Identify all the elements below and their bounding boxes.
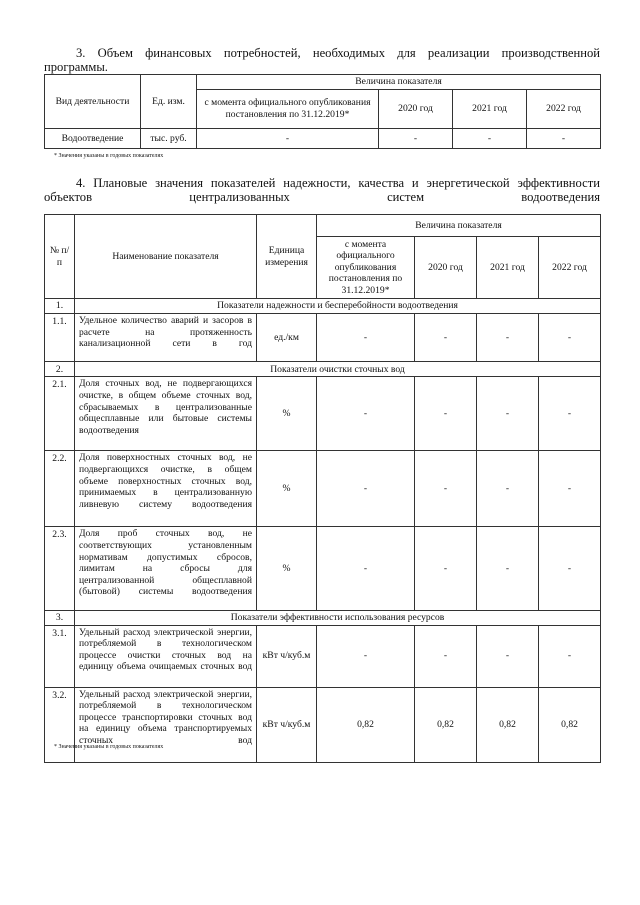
header-2022: 2022 год — [539, 237, 601, 299]
header-period1: с момента официального опубликования постановления по 31.12.2019* — [317, 237, 415, 299]
header-period1: с момента официального опубликования постановления по 31.12.2019* — [197, 90, 379, 129]
row-num: 3.1. — [45, 625, 75, 687]
header-2021: 2021 год — [477, 237, 539, 299]
header-unit: Единица измерения — [257, 215, 317, 299]
row-value: - — [539, 625, 601, 687]
group-num: 3. — [45, 610, 75, 625]
header-num: № п/п — [45, 215, 75, 299]
row-value: 0,82 — [415, 687, 477, 762]
row-value: - — [415, 527, 477, 610]
row-value: - — [539, 377, 601, 451]
row-name: Доля поверхностных сточных вод, не подвергающихся очистке, в общем объеме поверхностных сточных вод, принимаемых в централизованную ливневую систему водоотведения — [75, 451, 257, 527]
row-num: 2.1. — [45, 377, 75, 451]
cell-value: - — [453, 129, 527, 149]
row-num: 2.2. — [45, 451, 75, 527]
header-name: Наименование показателя — [75, 215, 257, 299]
row-value: - — [477, 451, 539, 527]
row-value: - — [477, 527, 539, 610]
row-value: - — [477, 377, 539, 451]
row-value: - — [317, 314, 415, 362]
row-unit: % — [257, 377, 317, 451]
section-4-footnote: * Значения указаны в годовых показателях — [54, 744, 164, 750]
row-value: - — [317, 451, 415, 527]
header-activity: Вид деятельности — [45, 75, 141, 129]
group-num: 2. — [45, 362, 75, 377]
group-title: Показатели надежности и бесперебойности водоотведения — [75, 299, 601, 314]
group-title: Показатели эффективности использования ресурсов — [75, 610, 601, 625]
section-3-footnote: * Значения указаны в годовых показателях — [54, 153, 164, 159]
group-row — [45, 362, 601, 377]
row-value: - — [539, 314, 601, 362]
row-value: 0,82 — [539, 687, 601, 762]
group-num: 1. — [45, 299, 75, 314]
header-2020: 2020 год — [379, 90, 453, 129]
header-2022: 2022 год — [527, 90, 601, 129]
row-name: Доля проб сточных вод, не соответствующих установленным нормативам допустимых сбросов, лимитам на сбросы для централизованной общесплавной (бытовой) системы водоотведения — [75, 527, 257, 610]
header-2021: 2021 год — [453, 90, 527, 129]
row-unit: % — [257, 527, 317, 610]
header-value-group: Величина показателя — [197, 75, 601, 90]
group-row — [45, 299, 601, 314]
header-value-group: Величина показателя — [317, 215, 601, 237]
row-value: - — [415, 625, 477, 687]
row-value: - — [539, 451, 601, 527]
row-unit: кВт ч/куб.м — [257, 687, 317, 762]
row-unit: ед./км — [257, 314, 317, 362]
row-name: Доля сточных вод, не подвергающихся очистке, в общем объеме сточных вод, сбрасываемых в централизованные общесплавные или бытовые системы водоотведения — [75, 377, 257, 451]
cell-value: - — [379, 129, 453, 149]
row-num: 2.3. — [45, 527, 75, 610]
row-value: - — [477, 314, 539, 362]
group-row — [45, 610, 601, 625]
row-num: 1.1. — [45, 314, 75, 362]
row-value: - — [317, 377, 415, 451]
header-unit: Ед. изм. — [141, 75, 197, 129]
cell-activity: Водоотведение — [45, 129, 141, 149]
row-name: Удельный расход электрической энергии, потребляемой в технологическом процессе транспортировки сточных вод на единицу объема транспортируемых сточных вод — [75, 687, 257, 762]
table-row — [45, 451, 601, 527]
table-row — [45, 377, 601, 451]
row-unit: % — [257, 451, 317, 527]
row-name: Удельное количество аварий и засоров в расчете на протяженность канализационной сети в год — [75, 314, 257, 362]
group-title: Показатели очистки сточных вод — [75, 362, 601, 377]
cell-unit: тыс. руб. — [141, 129, 197, 149]
section-4-heading: 4. Плановые значения показателей надежности, качества и энергетической эффективности объектов централизованных систем водоотведения — [44, 176, 600, 204]
table-row — [45, 527, 601, 610]
row-value: - — [415, 377, 477, 451]
row-num: 3.2. — [45, 687, 75, 762]
row-value: 0,82 — [317, 687, 415, 762]
row-name: Удельный расход электрической энергии, потребляемой в технологическом процессе очистки сточных вод на единицу объема очищаемых сточных вод — [75, 625, 257, 687]
table-row — [45, 625, 601, 687]
row-value: - — [317, 625, 415, 687]
row-value: 0,82 — [477, 687, 539, 762]
table-row — [45, 314, 601, 362]
row-value: - — [415, 314, 477, 362]
cell-value: - — [197, 129, 379, 149]
row-value: - — [317, 527, 415, 610]
row-unit: кВт ч/куб.м — [257, 625, 317, 687]
row-value: - — [539, 527, 601, 610]
row-value: - — [477, 625, 539, 687]
cell-value: - — [527, 129, 601, 149]
header-2020: 2020 год — [415, 237, 477, 299]
indicators-table — [44, 214, 601, 763]
section-3-heading: 3. Объем финансовых потребностей, необходимых для реализации производственной программы. — [44, 46, 600, 74]
table-row — [45, 129, 601, 149]
financial-needs-table — [44, 74, 601, 149]
row-value: - — [415, 451, 477, 527]
